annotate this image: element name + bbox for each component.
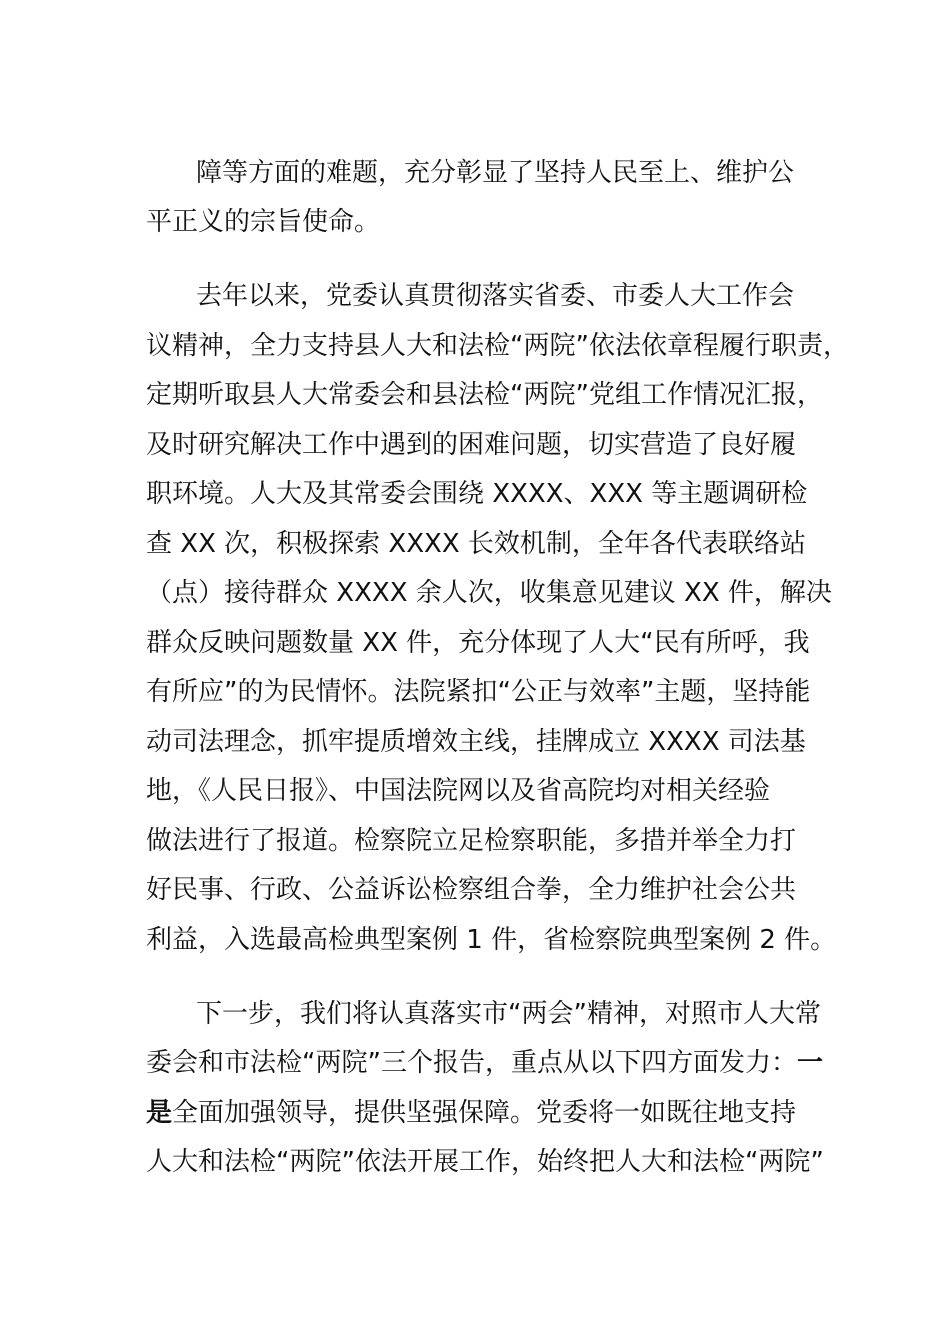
paragraph-2-line-4: 及时研究解决工作中遇到的困难问题，切实营造了良好履 bbox=[146, 430, 797, 460]
paragraph-3-line-3-text: 全面加强领导，提供坚强保障。党委将一如既往地支持 bbox=[172, 1098, 797, 1128]
paragraph-2-line-8: 群众反映问题数量 XX 件，充分体现了人大“民有所呼，我 bbox=[146, 628, 810, 658]
paragraph-1-line-2: 平正义的宗旨使命。 bbox=[146, 207, 381, 237]
bold-marker-shi: 是 bbox=[146, 1098, 173, 1128]
paragraph-1-line-1: 障等方面的难题，充分彰显了坚持人民至上、维护公 bbox=[196, 158, 795, 188]
paragraph-2-line-11: 地，《人民日报》、中国法院网以及省高院均对相关经验 bbox=[146, 776, 771, 806]
paragraph-2-line-2: 议精神，全力支持县人大和法检“两院”依法依章程履行职责， bbox=[146, 331, 849, 361]
paragraph-2-line-13: 好民事、行政、公益诉讼检察组合拳，全力维护社会公共 bbox=[146, 875, 797, 905]
paragraph-3-line-3 bbox=[146, 1088, 806, 1138]
paragraph-2-line-9: 有所应”的为民情怀。法院紧扣“公正与效率”主题，坚持能 bbox=[146, 677, 811, 707]
paragraph-3-line-2 bbox=[146, 1038, 823, 1088]
paragraph-2-line-12: 做法进行了报道。检察院立足检察职能，多措并举全力打 bbox=[146, 826, 797, 856]
paragraph-3-line-2-text: 委会和市法检“两院”三个报告，重点从以下四方面发力： bbox=[146, 1048, 797, 1078]
paragraph-2-line-3: 定期听取县人大常委会和县法检“两院”党组工作情况汇报， bbox=[146, 380, 823, 410]
paragraph-2-line-5: 职环境。人大及其常委会围绕 XXXX、XXX 等主题调研检 bbox=[146, 479, 808, 509]
bold-marker-yi: 一 bbox=[796, 1048, 823, 1078]
paragraph-2-line-6: 查 XX 次，积极探索 XXXX 长效机制，全年各代表联络站 bbox=[146, 529, 806, 559]
paragraph-2-line-14: 利益，入选最高检典型案例 1 件，省检察院典型案例 2 件。 bbox=[146, 925, 837, 955]
paragraph-2-line-7: （点）接待群众 XXXX 余人次，收集意见建议 XX 件，解决 bbox=[146, 578, 832, 608]
paragraph-3-line-1: 下一步，我们将认真落实市“两会”精神，对照市人大常 bbox=[196, 999, 821, 1029]
paragraph-2-line-10: 动司法理念，抓牢提质增效主线，挂牌成立 XXXX 司法基 bbox=[146, 727, 806, 757]
paragraph-2-line-1: 去年以来，党委认真贯彻落实省委、市委人大工作会 bbox=[196, 281, 795, 311]
paragraph-3-line-4: 人大和法检“两院”依法开展工作，始终把人大和法检“两院” bbox=[146, 1147, 824, 1177]
